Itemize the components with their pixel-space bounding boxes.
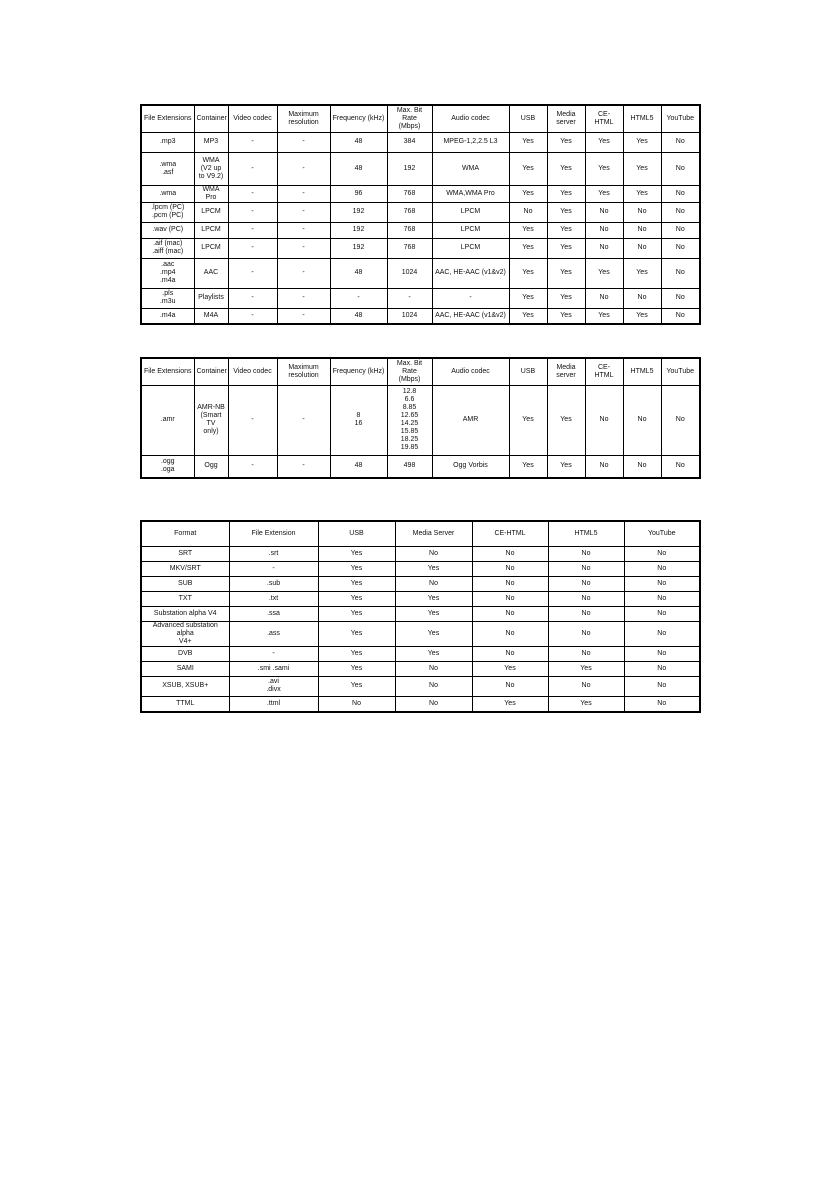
table-cell: Ogg Vorbis xyxy=(432,455,509,478)
table-cell: .txt xyxy=(229,591,318,606)
table-cell: Yes xyxy=(318,646,395,661)
table-cell: 48 xyxy=(330,132,387,152)
table-cell: .srt xyxy=(229,546,318,561)
table-cell: 48 xyxy=(330,152,387,185)
table-row xyxy=(141,222,700,238)
table-cell: Yes xyxy=(585,308,623,324)
table-cell: LPCM xyxy=(194,222,228,238)
column-header: File Extensions xyxy=(141,358,194,385)
column-header: Format xyxy=(141,521,229,546)
table-cell: Yes xyxy=(509,185,547,202)
table-cell: No xyxy=(624,646,700,661)
table-cell: .sub xyxy=(229,576,318,591)
table-cell: No xyxy=(585,238,623,258)
table-cell: M4A xyxy=(194,308,228,324)
table-cell: Yes xyxy=(547,385,585,455)
table-cell: .wma .asf xyxy=(141,152,194,185)
column-header: File Extensions xyxy=(141,105,194,132)
table-row xyxy=(141,576,700,591)
table-cell: No xyxy=(661,238,700,258)
table-cell: Yes xyxy=(585,185,623,202)
table-cell: TXT xyxy=(141,591,229,606)
table-cell: - xyxy=(229,646,318,661)
table-cell: No xyxy=(585,222,623,238)
table-cell: 192 xyxy=(387,152,432,185)
header-row xyxy=(141,105,700,132)
table-cell: No xyxy=(472,546,548,561)
table-cell: Yes xyxy=(585,152,623,185)
table-cell: LPCM xyxy=(432,238,509,258)
table-cell: Yes xyxy=(585,258,623,288)
column-header: YouTube xyxy=(624,521,700,546)
table-cell: WMA Pro xyxy=(194,185,228,202)
table-cell: No xyxy=(395,696,472,712)
table-cell: No xyxy=(624,621,700,646)
table-cell: - xyxy=(228,385,277,455)
table-cell: Yes xyxy=(509,222,547,238)
table-cell: AMR xyxy=(432,385,509,455)
table-cell: - xyxy=(277,385,330,455)
table-cell: AMR-NB (Smart TV only) xyxy=(194,385,228,455)
table-cell: Yes xyxy=(548,661,624,676)
table-cell: - xyxy=(277,132,330,152)
table-cell: No xyxy=(472,606,548,621)
table-cell: - xyxy=(277,152,330,185)
table-cell: Yes xyxy=(547,455,585,478)
table-cell: 768 xyxy=(387,185,432,202)
table-cell: .ogg .oga xyxy=(141,455,194,478)
table-cell: - xyxy=(277,202,330,222)
table-cell: No xyxy=(472,646,548,661)
table-cell: .mp3 xyxy=(141,132,194,152)
table-cell: Yes xyxy=(395,606,472,621)
table-cell: Yes xyxy=(548,696,624,712)
column-header: Video codec xyxy=(228,358,277,385)
table-row xyxy=(141,152,700,185)
table-cell: MP3 xyxy=(194,132,228,152)
table-cell: Yes xyxy=(585,132,623,152)
table-cell: 48 xyxy=(330,308,387,324)
table-cell: Yes xyxy=(547,222,585,238)
table-cell: Yes xyxy=(318,576,395,591)
table-cell: Yes xyxy=(395,646,472,661)
audio-formats-table xyxy=(140,104,701,325)
table-cell: No xyxy=(585,288,623,308)
table-row xyxy=(141,132,700,152)
table-cell: 12.8 6.6 8.85 12.65 14.25 15.85 18.25 19.85 xyxy=(387,385,432,455)
subtitle-formats-table xyxy=(140,520,701,713)
table-row xyxy=(141,385,700,455)
table-cell: No xyxy=(623,222,661,238)
table-cell: Yes xyxy=(318,621,395,646)
column-header: Maximum resolution xyxy=(277,358,330,385)
table-cell: Yes xyxy=(509,455,547,478)
table-cell: .avi .divx xyxy=(229,676,318,696)
table-cell: Yes xyxy=(547,308,585,324)
table-cell: - xyxy=(228,152,277,185)
table-cell: - xyxy=(277,288,330,308)
table-cell: Yes xyxy=(318,606,395,621)
table-cell: - xyxy=(228,222,277,238)
table-cell: Yes xyxy=(509,308,547,324)
table-cell: 1024 xyxy=(387,258,432,288)
table-cell: SAMI xyxy=(141,661,229,676)
table-row xyxy=(141,288,700,308)
table-row xyxy=(141,455,700,478)
column-header: CE-HTML xyxy=(472,521,548,546)
table-cell: No xyxy=(661,202,700,222)
table-cell: 498 xyxy=(387,455,432,478)
column-header: USB xyxy=(509,358,547,385)
table-cell: Yes xyxy=(547,132,585,152)
table-cell: .ssa xyxy=(229,606,318,621)
table-cell: MPEG-1,2,2.5 L3 xyxy=(432,132,509,152)
table-cell: - xyxy=(228,308,277,324)
header-row xyxy=(141,521,700,546)
table-row xyxy=(141,591,700,606)
table-cell: No xyxy=(624,661,700,676)
column-header: HTML5 xyxy=(548,521,624,546)
table-cell: .smi .sami xyxy=(229,661,318,676)
table-cell: No xyxy=(661,185,700,202)
table-cell: - xyxy=(277,185,330,202)
table-row xyxy=(141,202,700,222)
column-header: Media server xyxy=(547,358,585,385)
table-cell: - xyxy=(228,185,277,202)
column-header: YouTube xyxy=(661,358,700,385)
table-cell: Yes xyxy=(472,696,548,712)
table-cell: .wav (PC) xyxy=(141,222,194,238)
table-row xyxy=(141,258,700,288)
table-cell: No xyxy=(318,696,395,712)
table-cell: No xyxy=(509,202,547,222)
table-row xyxy=(141,696,700,712)
column-header: Audio codec xyxy=(432,358,509,385)
table-cell: - xyxy=(277,258,330,288)
column-header: Media Server xyxy=(395,521,472,546)
column-header: Frequency (kHz) xyxy=(330,358,387,385)
table-cell: Yes xyxy=(623,258,661,288)
column-header: Video codec xyxy=(228,105,277,132)
column-header: Audio codec xyxy=(432,105,509,132)
table-cell: Yes xyxy=(472,661,548,676)
column-header: USB xyxy=(509,105,547,132)
table-cell: - xyxy=(277,308,330,324)
table-cell: .lpcm (PC) .pcm (PC) xyxy=(141,202,194,222)
table-cell: 48 xyxy=(330,455,387,478)
table-cell: No xyxy=(661,308,700,324)
column-header: USB xyxy=(318,521,395,546)
table-cell: WMA,WMA Pro xyxy=(432,185,509,202)
table-cell: Advanced substation alpha V4+ xyxy=(141,621,229,646)
column-header: Frequency (kHz) xyxy=(330,105,387,132)
table-cell: - xyxy=(277,238,330,258)
table-cell: 8 16 xyxy=(330,385,387,455)
table-cell: Yes xyxy=(547,238,585,258)
table-cell: Yes xyxy=(318,546,395,561)
table-cell: 768 xyxy=(387,222,432,238)
table-cell: AAC, HE-AAC (v1&v2) xyxy=(432,258,509,288)
table-cell: LPCM xyxy=(194,202,228,222)
table-row xyxy=(141,676,700,696)
table-cell: Playlists xyxy=(194,288,228,308)
table-cell: No xyxy=(548,676,624,696)
table-cell: No xyxy=(548,561,624,576)
table-row xyxy=(141,308,700,324)
column-header: Container xyxy=(194,105,228,132)
table-cell: MKV/SRT xyxy=(141,561,229,576)
column-header: File Extension xyxy=(229,521,318,546)
table-row xyxy=(141,561,700,576)
table-cell: Yes xyxy=(509,238,547,258)
table-cell: No xyxy=(472,576,548,591)
table-cell: .aif (mac) .aiff (mac) xyxy=(141,238,194,258)
table-cell: Yes xyxy=(509,385,547,455)
table-cell: Yes xyxy=(547,152,585,185)
table-cell: Yes xyxy=(395,561,472,576)
table-cell: No xyxy=(623,238,661,258)
table-cell: Yes xyxy=(318,661,395,676)
table-cell: - xyxy=(228,202,277,222)
table-cell: No xyxy=(395,546,472,561)
table-row xyxy=(141,185,700,202)
table-cell: - xyxy=(432,288,509,308)
table-cell: No xyxy=(548,576,624,591)
header-row xyxy=(141,358,700,385)
table-cell: No xyxy=(395,676,472,696)
table-cell: Yes xyxy=(509,288,547,308)
table-cell: No xyxy=(585,385,623,455)
table-cell: No xyxy=(623,202,661,222)
table-cell: No xyxy=(661,288,700,308)
table-cell: No xyxy=(472,561,548,576)
column-header: Media server xyxy=(547,105,585,132)
table-cell: 768 xyxy=(387,238,432,258)
column-header: Container xyxy=(194,358,228,385)
table-cell: No xyxy=(661,222,700,238)
table-cell: .ass xyxy=(229,621,318,646)
table-cell: AAC, HE-AAC (v1&v2) xyxy=(432,308,509,324)
column-header: YouTube xyxy=(661,105,700,132)
column-header: HTML5 xyxy=(623,105,661,132)
table-cell: - xyxy=(228,258,277,288)
table-cell: Yes xyxy=(509,132,547,152)
table-cell: Yes xyxy=(318,591,395,606)
table-cell: DVB xyxy=(141,646,229,661)
table-cell: No xyxy=(623,385,661,455)
column-header: HTML5 xyxy=(623,358,661,385)
table-cell: Yes xyxy=(623,132,661,152)
table-cell: 192 xyxy=(330,202,387,222)
table-cell: XSUB, XSUB+ xyxy=(141,676,229,696)
table-cell: No xyxy=(624,561,700,576)
table-cell: Yes xyxy=(547,185,585,202)
table-cell: No xyxy=(624,576,700,591)
table-cell: No xyxy=(585,455,623,478)
table-cell: Yes xyxy=(623,152,661,185)
column-header: Max. Bit Rate (Mbps) xyxy=(387,105,432,132)
table-cell: WMA (V2 up to V9.2) xyxy=(194,152,228,185)
table-cell: No xyxy=(472,621,548,646)
table-row xyxy=(141,238,700,258)
table-cell: No xyxy=(585,202,623,222)
table-cell: - xyxy=(330,288,387,308)
table-cell: - xyxy=(228,455,277,478)
table-cell: Yes xyxy=(509,152,547,185)
column-header: Maximum resolution xyxy=(277,105,330,132)
table-cell: TTML xyxy=(141,696,229,712)
table-cell: Yes xyxy=(623,185,661,202)
table-cell: No xyxy=(395,576,472,591)
table-cell: Yes xyxy=(318,561,395,576)
table-cell: No xyxy=(624,606,700,621)
table-cell: No xyxy=(624,591,700,606)
table-cell: Yes xyxy=(395,591,472,606)
table-cell: No xyxy=(661,455,700,478)
table-cell: No xyxy=(395,661,472,676)
table-cell: WMA xyxy=(432,152,509,185)
table-cell: - xyxy=(387,288,432,308)
table-cell: Yes xyxy=(395,621,472,646)
table-cell: No xyxy=(661,132,700,152)
column-header: Max. Bit Rate (Mbps) xyxy=(387,358,432,385)
column-header: CE- HTML xyxy=(585,105,623,132)
table-cell: 48 xyxy=(330,258,387,288)
table-cell: 768 xyxy=(387,202,432,222)
table-row xyxy=(141,661,700,676)
table-cell: 96 xyxy=(330,185,387,202)
table-cell: No xyxy=(623,288,661,308)
table-cell: .amr xyxy=(141,385,194,455)
table-cell: - xyxy=(228,288,277,308)
table-row xyxy=(141,621,700,646)
table-cell: - xyxy=(228,238,277,258)
table-cell: No xyxy=(661,385,700,455)
table-cell: LPCM xyxy=(432,202,509,222)
table-cell: No xyxy=(661,152,700,185)
table-row xyxy=(141,606,700,621)
table-row xyxy=(141,546,700,561)
table-cell: No xyxy=(661,258,700,288)
table-row xyxy=(141,646,700,661)
table-cell: LPCM xyxy=(194,238,228,258)
table-cell: 384 xyxy=(387,132,432,152)
table-cell: No xyxy=(624,546,700,561)
table-cell: - xyxy=(277,222,330,238)
table-cell: AAC xyxy=(194,258,228,288)
table-cell: .pls .m3u xyxy=(141,288,194,308)
table-cell: - xyxy=(277,455,330,478)
table-cell: SRT xyxy=(141,546,229,561)
table-cell: No xyxy=(472,676,548,696)
table-cell: 192 xyxy=(330,222,387,238)
table-cell: Yes xyxy=(547,202,585,222)
table-cell: - xyxy=(229,561,318,576)
table-cell: No xyxy=(548,591,624,606)
table-cell: Yes xyxy=(547,288,585,308)
table-cell: Substation alpha V4 xyxy=(141,606,229,621)
column-header: CE- HTML xyxy=(585,358,623,385)
table-cell: Yes xyxy=(318,676,395,696)
table-cell: 192 xyxy=(330,238,387,258)
table-cell: .ttml xyxy=(229,696,318,712)
table-cell: No xyxy=(548,606,624,621)
table-cell: LPCM xyxy=(432,222,509,238)
table-cell: Yes xyxy=(623,308,661,324)
table-cell: No xyxy=(548,646,624,661)
table-cell: .wma xyxy=(141,185,194,202)
table-cell: No xyxy=(624,676,700,696)
audio-formats-table-2 xyxy=(140,357,701,479)
table-cell: 1024 xyxy=(387,308,432,324)
table-cell: Yes xyxy=(547,258,585,288)
table-cell: No xyxy=(623,455,661,478)
table-cell: - xyxy=(228,132,277,152)
table-cell: SUB xyxy=(141,576,229,591)
table-cell: .m4a xyxy=(141,308,194,324)
table-cell: No xyxy=(548,621,624,646)
table-cell: No xyxy=(548,546,624,561)
table-cell: Yes xyxy=(509,258,547,288)
table-cell: Ogg xyxy=(194,455,228,478)
table-cell: No xyxy=(624,696,700,712)
table-cell: No xyxy=(472,591,548,606)
table-cell: .aac .mp4 .m4a xyxy=(141,258,194,288)
